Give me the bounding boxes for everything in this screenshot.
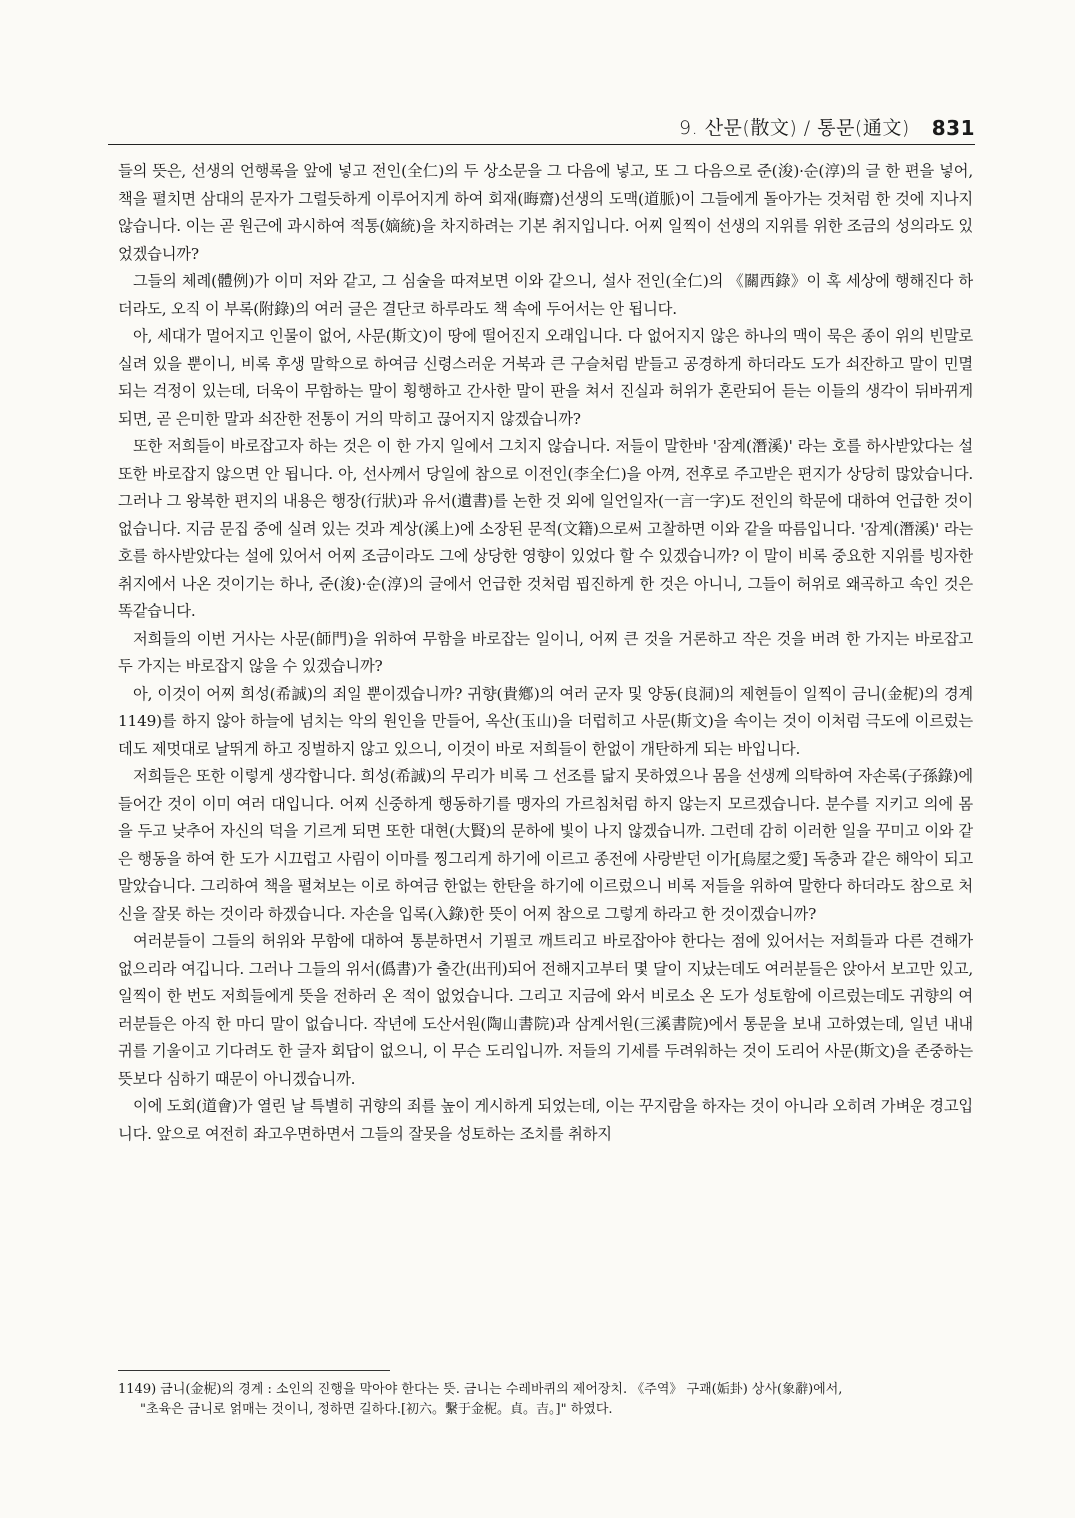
paragraph: 또한 저희들이 바로잡고자 하는 것은 이 한 가지 일에서 그치지 않습니다. 저들이 말한바 '잠계(潛溪)' 라는 호를 하사받았다는 설 또한 바로잡지 않으면 안 됩니다. 아, 선사께서 당일에 참으로 이전인(李全仁)을 아껴, 전후로 주고받은 편지가 상당히 많았습니다. 그러나 그 왕복한 편지의 내용은 행장(行狀)과 유서(遺書)를 논한 것 외에 일언일자(一言一字)도 전인의 학문에 대하여 언급한 것이 없습니다. 지금 문집 중에 실려 있는 것과 계상(溪上)에 소장된 문적(文籍)으로써 고찰하면 이와 같을 따름입니다. '잠계(潛溪)' 라는 호를 하사받았다는 설에 있어서 어찌 조금이라도 그에 상당한 영향이 있었다 할 수 있겠습니까? 이 말이 비록 중요한 지위를 빙자한 취지에서 나온 것이기는 하나, 준(浚)·순(淳)의 글에서 언급한 것처럼 핍진하게 한 것은 아니니, 그들이 허위로 왜곡하고 속인 것은 똑같습니다.: [118, 437, 973, 620]
paragraph: 들의 뜻은, 선생의 언행록을 앞에 넣고 전인(全仁)의 두 상소문을 그 다음에 넣고, 또 그 다음으로 준(浚)·순(淳)의 글 한 편을 넣어, 책을 펼치면 삼대의 문자가 그럴듯하게 이루어지게 하여 회재(晦齋)선생의 도맥(道脈)이 그들에게 돌아가는 것처럼 한 것에 지나지 않습니다. 이는 곧 원근에 과시하여 적통(嫡統)을 차지하려는 기본 취지입니다. 어찌 일찍이 선생의 지위를 위한 조금의 성의라도 있었겠습니까?: [118, 162, 973, 263]
chapter-title: 9. 산문(散文) / 통문(通文): [679, 117, 910, 139]
header-rule: [108, 144, 975, 145]
paragraph: 이에 도회(道會)가 열린 날 특별히 귀향의 죄를 높이 게시하게 되었는데, 이는 꾸지람을 하자는 것이 아니라 오히려 가벼운 경고입니다. 앞으로 여전히 좌고우면하면서 그들의 잘못을 성토하는 조치를 취하지: [118, 1097, 973, 1143]
paragraph: 저희들의 이번 거사는 사문(師門)을 위하여 무함을 바로잡는 일이니, 어찌 큰 것을 거론하고 작은 것을 버려 한 가지는 바로잡고 두 가지는 바로잡지 않을 수 있겠습니까?: [118, 629, 973, 675]
footnote: [118, 1380, 973, 1420]
body-text: [118, 158, 973, 1148]
footnote-rule: [118, 1370, 390, 1371]
page-number: 831: [931, 116, 975, 140]
paragraph: 아, 세대가 멀어지고 인물이 없어, 사문(斯文)이 땅에 떨어진지 오래입니다. 다 없어지지 않은 하나의 맥이 묵은 종이 위의 빈말로 실려 있을 뿐이니, 비록 후생 말학으로 하여금 신령스러운 거북과 큰 구슬처럼 받들고 공경하게 하더라도 도가 쇠잔하고 말이 민멸되는 걱정이 있는데, 더욱이 무함하는 말이 횡행하고 간사한 말이 판을 쳐서 진실과 허위가 혼란되어 듣는 이들의 생각이 뒤바뀌게 되면, 곧 은미한 말과 쇠잔한 전통이 거의 막히고 끊어지지 않겠습니까?: [118, 327, 973, 428]
footnote-line: 1149) 금니(金柅)의 경계 : 소인의 진행을 막아야 한다는 뜻. 금니는 수레바퀴의 제어장치. 《주역》 구괘(姤卦) 상사(象辭)에서,: [118, 1382, 843, 1397]
footnote-line: "초육은 금니로 얽매는 것이니, 정하면 길하다.[初六。繫于金柅。貞。吉。]" 하였다.: [140, 1402, 613, 1417]
paragraph: 저희들은 또한 이렇게 생각합니다. 희성(希誠)의 무리가 비록 그 선조를 닮지 못하였으나 몸을 선생께 의탁하여 자손록(子孫錄)에 들어간 것이 이미 여러 대입니다. 어찌 신중하게 행동하기를 맹자의 가르침처럼 하지 않는지 모르겠습니다. 분수를 지키고 의에 몸을 두고 낮추어 자신의 덕을 기르게 되면 또한 대현(大賢)의 문하에 빛이 나지 않겠습니까. 그런데 감히 이러한 일을 꾸미고 이와 같은 행동을 하여 한 도가 시끄럽고 사림이 이마를 찡그리게 하기에 이르고 종전에 사랑받던 이가[烏屋之愛] 독충과 같은 해악이 되고 말았습니다. 그리하여 책을 펼쳐보는 이로 하여금 한없는 한탄을 하기에 이르렀으니 비록 저들을 위하여 말한다 하더라도 참으로 처신을 잘못 하는 것이라 하겠습니다. 자손을 입록(入錄)한 뜻이 어찌 참으로 그렇게 하라고 한 것이겠습니까?: [118, 767, 973, 923]
paragraph: 여러분들이 그들의 허위와 무함에 대하여 통분하면서 기필코 깨트리고 바로잡아야 한다는 점에 있어서는 저희들과 다른 견해가 없으리라 여깁니다. 그러나 그들의 위서(僞書)가 출간(出刊)되어 전해지고부터 몇 달이 지났는데도 여러분들은 앉아서 보고만 있고, 일찍이 한 번도 저희들에게 뜻을 전하러 온 적이 없었습니다. 그리고 지금에 와서 비로소 온 도가 성토함에 이르렀는데도 귀향의 여러분들은 아직 한 마디 말이 없습니다. 작년에 도산서원(陶山書院)과 삼계서원(三溪書院)에서 통문을 보내 고하였는데, 일년 내내 귀를 기울이고 기다려도 한 글자 회답이 없으니, 이 무슨 도리입니까. 저들의 기세를 두려워하는 것이 도리어 사문(斯文)을 존중하는 뜻보다 심하기 때문이 아니겠습니까.: [118, 932, 973, 1088]
paragraph: 아, 이것이 어찌 희성(希誠)의 죄일 뿐이겠습니까? 귀향(貴鄕)의 여러 군자 및 양동(良洞)의 제현들이 일찍이 금니(金柅)의 경계1149)를 하지 않아 하늘에 넘치는 악의 원인을 만들어, 옥산(玉山)을 더럽히고 사문(斯文)을 속이는 것이 이처럼 극도에 이르렀는데도 제멋대로 날뛰게 하고 징벌하지 않고 있으니, 이것이 바로 저희들이 한없이 개탄하게 되는 바입니다.: [118, 684, 973, 758]
paragraph: 그들의 체례(體例)가 이미 저와 같고, 그 심술을 따져보면 이와 같으니, 설사 전인(全仁)의 《關西錄》이 혹 세상에 행해진다 하더라도, 오직 이 부록(附錄)의 여러 글은 결단코 하루라도 책 속에 두어서는 안 됩니다.: [118, 272, 973, 318]
running-header: [108, 108, 975, 140]
